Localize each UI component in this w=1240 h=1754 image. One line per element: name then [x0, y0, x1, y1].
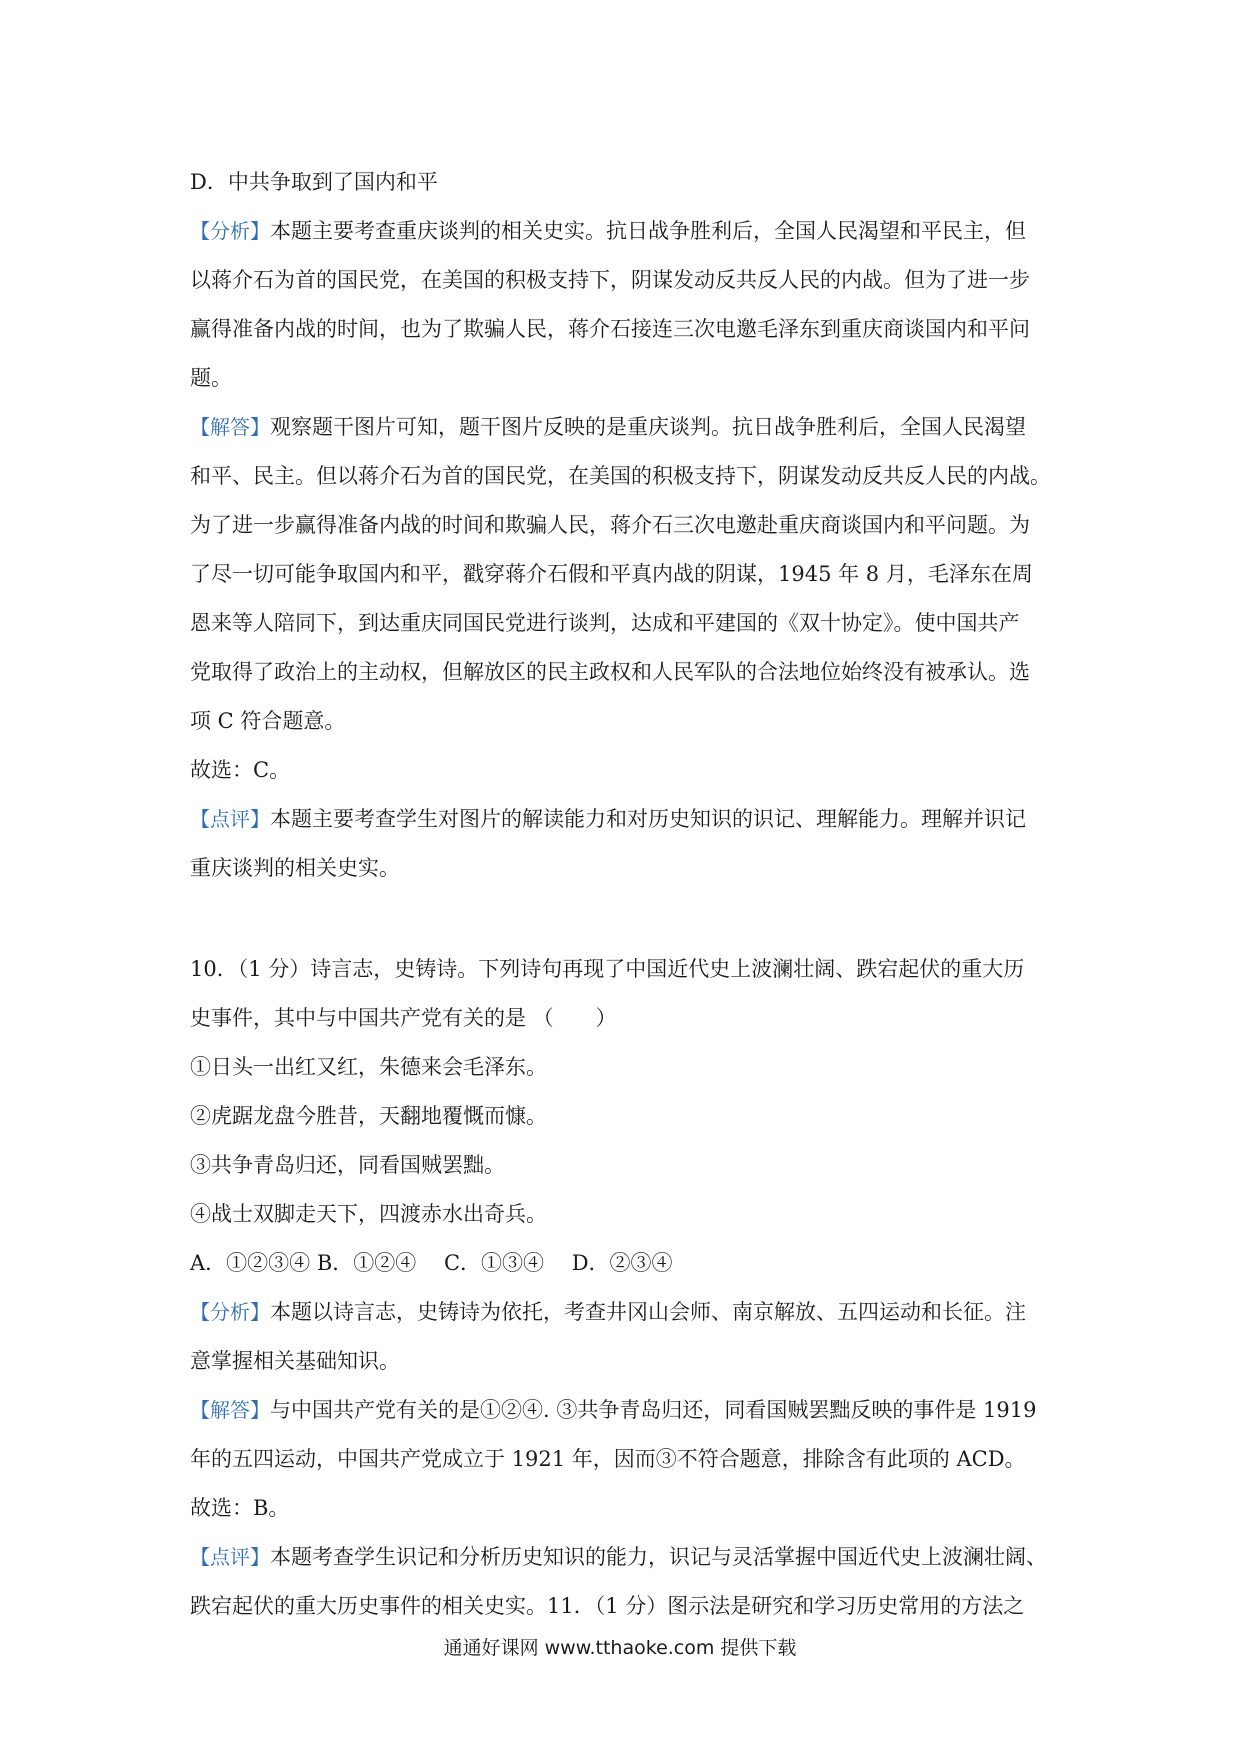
text-line — [190, 945, 1060, 994]
line-text: 年的五四运动，中国共产党成立于 1921 年，因而③不符合题意，排除含有此项的 ACD。 — [190, 1447, 1026, 1471]
question-10-block — [190, 945, 1060, 1631]
line-text: 观察题干图片可知，题干图片反映的是重庆谈判。抗日战争胜利后，全国人民渴望 — [270, 415, 1026, 439]
line-text: 为了进一步赢得准备内战的时间和欺骗人民，蒋介石三次电邀赴重庆商谈国内和平问题。为 — [190, 513, 1030, 537]
text-line — [190, 1435, 1060, 1484]
text-line — [190, 648, 1060, 697]
line-text: 恩来等人陪同下，到达重庆同国民党进行谈判，达成和平建国的《双十协定》。使中国共产 — [190, 611, 1020, 635]
line-text: ①日头一出红又红，朱德来会毛泽东。 — [190, 1055, 547, 1079]
text-line — [190, 550, 1060, 599]
page-footer: 通通好课网 www.tthaoke.com 提供下载 — [443, 1637, 797, 1659]
line-text: 本题考查学生识记和分析历史知识的能力，识记与灵活掌握中国近代史上波澜壮阔、 — [270, 1545, 1047, 1569]
line-text: 题。 — [190, 366, 232, 390]
text-line — [190, 158, 1060, 207]
line-text: ④战士双脚走天下，四渡赤水出奇兵。 — [190, 1202, 547, 1226]
line-text: 意掌握相关基础知识。 — [190, 1349, 400, 1373]
text-line — [190, 354, 1060, 403]
text-line — [190, 1141, 1060, 1190]
text-line — [190, 256, 1060, 305]
text-line — [190, 305, 1060, 354]
text-line — [190, 1386, 1060, 1435]
line-text: D．中共争取到了国内和平 — [190, 170, 438, 194]
text-line — [190, 1043, 1060, 1092]
text-line — [190, 1337, 1060, 1386]
document-body — [190, 158, 1060, 1631]
text-line — [190, 1533, 1060, 1582]
text-line — [190, 599, 1060, 648]
line-text: 赢得准备内战的时间，也为了欺骗人民，蒋介石接连三次电邀毛泽东到重庆商谈国内和平问 — [190, 317, 1030, 341]
line-text: 本题以诗言志，史铸诗为依托，考查井冈山会师、南京解放、五四运动和长征。注 — [270, 1300, 1026, 1324]
line-text: 故选：B。 — [190, 1496, 290, 1520]
text-line — [190, 1239, 1060, 1288]
text-line — [190, 795, 1060, 844]
section-tag: 【分析】 — [190, 219, 270, 243]
line-text: 和平、民主。但以蒋介石为首的国民党，在美国的积极支持下，阴谋发动反共反人民的内战。 — [190, 464, 1051, 488]
line-text: A．①②③④ B．①②④ C．①③④ D．②③④ — [190, 1251, 673, 1275]
section-tag: 【点评】 — [190, 1545, 270, 1569]
text-line — [190, 994, 1060, 1043]
text-line — [190, 207, 1060, 256]
text-line — [190, 746, 1060, 795]
text-line — [190, 403, 1060, 452]
text-line — [190, 1092, 1060, 1141]
line-text: ③共争青岛归还，同看国贼罢黜。 — [190, 1153, 505, 1177]
text-line — [190, 1582, 1060, 1631]
line-text: 10．（1 分）诗言志，史铸诗。下列诗句再现了中国近代史上波澜壮阔、跌宕起伏的重大历 — [190, 957, 1025, 981]
line-text: 本题主要考查学生对图片的解读能力和对历史知识的识记、理解能力。理解并识记 — [270, 807, 1026, 831]
section-tag: 【分析】 — [190, 1300, 270, 1324]
line-text: 党取得了政治上的主动权，但解放区的民主政权和人民军队的合法地位始终没有被承认。选 — [190, 660, 1030, 684]
question-9-answer-block — [190, 158, 1060, 893]
text-line — [190, 452, 1060, 501]
line-text: 与中国共产党有关的是①②④. ③共争青岛归还，同看国贼罢黜反映的事件是 1919 — [270, 1398, 1037, 1422]
line-text: 跌宕起伏的重大历史事件的相关史实。11．（1 分）图示法是研究和学习历史常用的方法之 — [190, 1594, 1025, 1618]
line-text: 重庆谈判的相关史实。 — [190, 856, 400, 880]
text-line — [190, 1484, 1060, 1533]
line-text: 故选：C。 — [190, 758, 291, 782]
section-tag: 【点评】 — [190, 807, 270, 831]
text-line — [190, 697, 1060, 746]
line-text: ②虎踞龙盘今胜昔，天翻地覆慨而慷。 — [190, 1104, 547, 1128]
section-gap — [190, 893, 1060, 945]
line-text: 以蒋介石为首的国民党，在美国的积极支持下，阴谋发动反共反人民的内战。但为了进一步 — [190, 268, 1030, 292]
text-line — [190, 844, 1060, 893]
text-line — [190, 1288, 1060, 1337]
line-text: 史事件，其中与中国共产党有关的是 （ ） — [190, 1006, 617, 1030]
text-line — [190, 501, 1060, 550]
line-text: 项 C 符合题意。 — [190, 709, 346, 733]
line-text: 本题主要考查重庆谈判的相关史实。抗日战争胜利后，全国人民渴望和平民主，但 — [270, 219, 1026, 243]
text-line — [190, 1190, 1060, 1239]
line-text: 了尽一切可能争取国内和平，戳穿蒋介石假和平真内战的阴谋，1945 年 8 月，毛泽东在周 — [190, 562, 1033, 586]
section-tag: 【解答】 — [190, 1398, 270, 1422]
section-tag: 【解答】 — [190, 415, 270, 439]
